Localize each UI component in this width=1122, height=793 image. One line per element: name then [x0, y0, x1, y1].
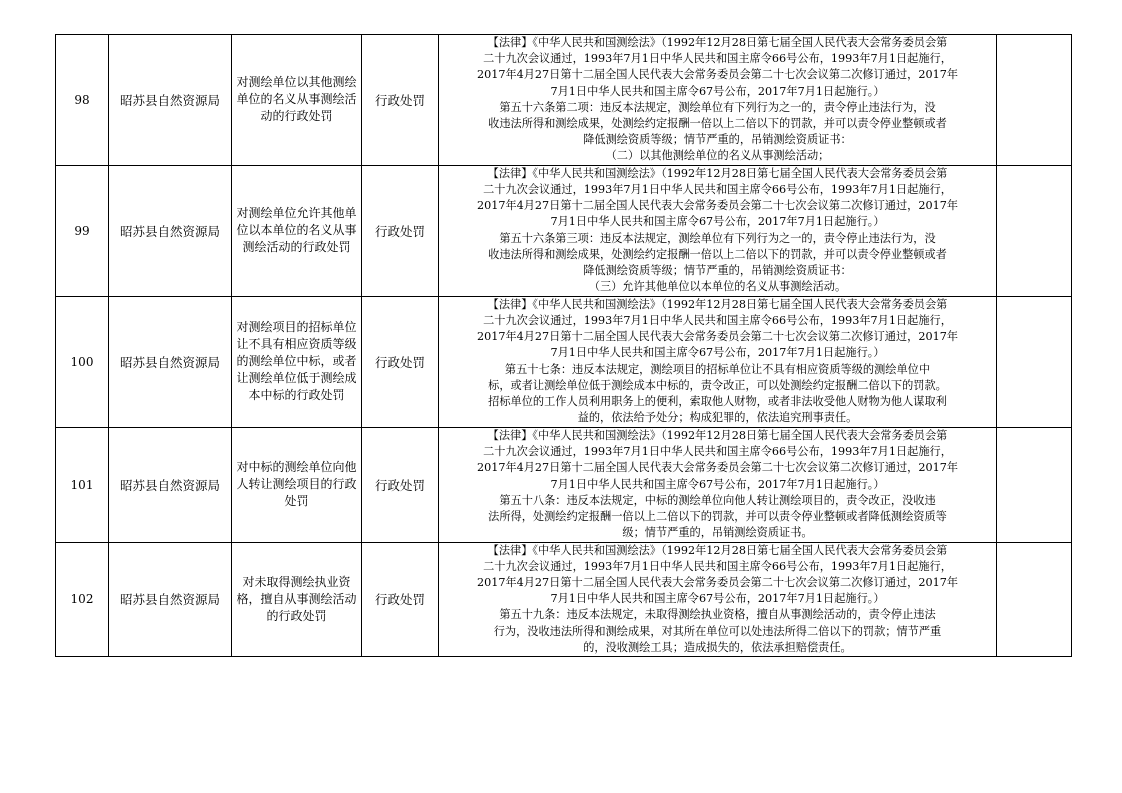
row-number: 99: [56, 165, 109, 296]
penalty-type-cell: 行政处罚: [362, 35, 439, 166]
row-number: 100: [56, 296, 109, 427]
legal-basis-line: （三）允许其他单位以本单位的名义从事测绘活动。: [588, 280, 847, 294]
row-number: 101: [56, 427, 109, 542]
legal-basis-line: 2017年4月27日第十二届全国人民代表大会常务委员会第二十七次会议第二次修订通过，2017年: [476, 576, 959, 590]
legal-basis-line: 【法律】《中华人民共和国测绘法》（1992年12月28日第七届全国人民代表大会常务委员会第: [487, 166, 948, 180]
legal-basis-line: 二十九次会议通过，1993年7月1日中华人民共和国主席令66号公布，1993年7月1日起施行，: [483, 52, 952, 66]
legal-basis-line: 收违法所得和测绘成果，处测绘约定报酬一倍以上二倍以下的罚款，并可以责令停业整顿或者: [488, 247, 947, 261]
penalty-type-cell: 行政处罚: [362, 542, 439, 656]
legal-basis-line: 二十九次会议通过，1993年7月1日中华人民共和国主席令66号公布，1993年7月1日起施行，: [483, 183, 952, 197]
legal-basis-cell: [439, 542, 997, 656]
penalty-item-cell: 对中标的测绘单位向他人转让测绘项目的行政处罚: [232, 427, 362, 542]
row-number: 98: [56, 35, 109, 166]
row-number: 102: [56, 542, 109, 656]
table-row: [56, 427, 1072, 542]
legal-basis-line: 7月1日中华人民共和国主席令67号公布，2017年7月1日起施行。）: [550, 477, 885, 491]
legal-basis-line: 2017年4月27日第十二届全国人民代表大会常务委员会第二十七次会议第二次修订通过，2017年: [476, 199, 959, 213]
penalty-type-cell: 行政处罚: [362, 165, 439, 296]
department-cell: 昭苏县自然资源局: [109, 427, 232, 542]
table-row: [56, 35, 1072, 166]
penalty-item-cell: 对未取得测绘执业资格，擅自从事测绘活动的行政处罚: [232, 542, 362, 656]
legal-basis-line: 第五十七条：违反本法规定，测绘项目的招标单位让不具有相应资质等级的测绘单位中: [504, 362, 931, 376]
penalty-item-cell: 对测绘单位以其他测绘单位的名义从事测绘活动的行政处罚: [232, 35, 362, 166]
department-cell: 昭苏县自然资源局: [109, 542, 232, 656]
remarks-cell: [997, 165, 1072, 296]
legal-basis-line: 二十九次会议通过，1993年7月1日中华人民共和国主席令66号公布，1993年7月1日起施行，: [483, 445, 952, 459]
legal-basis-line: 第五十六条第三项：违反本法规定，测绘单位有下列行为之一的，责令停止违法行为，没: [499, 231, 936, 245]
legal-basis-cell: [439, 296, 997, 427]
remarks-cell: [997, 542, 1072, 656]
table-row: [56, 296, 1072, 427]
legal-basis-line: 降低测绘资质等级；情节严重的，吊销测绘资质证书：: [583, 133, 852, 147]
legal-basis-cell: [439, 35, 997, 166]
remarks-cell: [997, 427, 1072, 542]
legal-basis-line: （二）以其他测绘单位的名义从事测绘活动；: [605, 149, 830, 163]
legal-basis-line: 【法律】《中华人民共和国测绘法》（1992年12月28日第七届全国人民代表大会常务委员会第: [487, 36, 948, 49]
legal-basis-line: 招标单位的工作人员利用职务上的便利，索取他人财物，或者非法收受他人财物为他人谋取利: [488, 395, 947, 409]
legal-basis-line: 7月1日中华人民共和国主席令67号公布，2017年7月1日起施行。）: [550, 215, 885, 229]
legal-basis-line: 【法律】《中华人民共和国测绘法》（1992年12月28日第七届全国人民代表大会常务委员会第: [487, 543, 948, 557]
legal-basis-line: 二十九次会议通过，1993年7月1日中华人民共和国主席令66号公布，1993年7月1日起施行，: [483, 559, 952, 573]
legal-basis-cell: [439, 165, 997, 296]
department-cell: 昭苏县自然资源局: [109, 165, 232, 296]
legal-basis-line: 2017年4月27日第十二届全国人民代表大会常务委员会第二十七次会议第二次修订通过，2017年: [476, 330, 959, 344]
legal-basis-line: 级；情节严重的，吊销测绘资质证书。: [622, 526, 813, 540]
remarks-cell: [997, 296, 1072, 427]
legal-basis-line: 7月1日中华人民共和国主席令67号公布，2017年7月1日起施行。）: [550, 592, 885, 606]
legal-basis-line: 标，或者让测绘单位低于测绘成本中标的，责令改正，可以处测绘约定报酬二倍以下的罚款。: [488, 378, 947, 392]
legal-basis-line: 7月1日中华人民共和国主席令67号公布，2017年7月1日起施行。）: [550, 84, 885, 98]
legal-basis-line: 二十九次会议通过，1993年7月1日中华人民共和国主席令66号公布，1993年7月1日起施行，: [483, 314, 952, 328]
legal-basis-cell: [439, 427, 997, 542]
legal-basis-line: 第五十九条：违反本法规定，未取得测绘执业资格，擅自从事测绘活动的，责令停止违法: [499, 608, 936, 622]
department-cell: 昭苏县自然资源局: [109, 35, 232, 166]
penalty-type-cell: 行政处罚: [362, 427, 439, 542]
table-row: [56, 542, 1072, 656]
legal-basis-line: 2017年4月27日第十二届全国人民代表大会常务委员会第二十七次会议第二次修订通过，2017年: [476, 461, 959, 475]
legal-basis-line: 的，没收测绘工具；造成损失的，依法承担赔偿责任。: [583, 640, 852, 654]
legal-basis-line: 益的，依法给予处分；构成犯罪的，依法追究刑事责任。: [577, 411, 858, 425]
legal-basis-line: 法所得，处测绘约定报酬一倍以上二倍以下的罚款，并可以责令停业整顿或者降低测绘资质等: [488, 509, 947, 523]
table-row: [56, 165, 1072, 296]
penalty-type-cell: 行政处罚: [362, 296, 439, 427]
department-cell: 昭苏县自然资源局: [109, 296, 232, 427]
legal-basis-line: 【法律】《中华人民共和国测绘法》（1992年12月28日第七届全国人民代表大会常务委员会第: [487, 297, 948, 311]
legal-basis-line: 行为，没收违法所得和测绘成果，对其所在单位可以处违法所得二倍以下的罚款；情节严重: [493, 624, 942, 638]
legal-basis-line: 第五十六条第二项：违反本法规定，测绘单位有下列行为之一的，责令停止违法行为，没: [499, 100, 936, 114]
penalty-table: [55, 34, 1072, 657]
legal-basis-line: 收违法所得和测绘成果，处测绘约定报酬一倍以上二倍以下的罚款，并可以责令停业整顿或者: [488, 117, 947, 131]
legal-basis-line: 2017年4月27日第十二届全国人民代表大会常务委员会第二十七次会议第二次修订通过，2017年: [476, 68, 959, 82]
penalty-item-cell: 对测绘项目的招标单位让不具有相应资质等级的测绘单位中标，或者让测绘单位低于测绘成本中标的行政处罚: [232, 296, 362, 427]
legal-basis-line: 7月1日中华人民共和国主席令67号公布，2017年7月1日起施行。）: [550, 346, 885, 360]
remarks-cell: [997, 35, 1072, 166]
legal-basis-line: 第五十八条：违反本法规定，中标的测绘单位向他人转让测绘项目的，责令改正，没收违: [499, 493, 936, 507]
penalty-item-cell: 对测绘单位允许其他单位以本单位的名义从事测绘活动的行政处罚: [232, 165, 362, 296]
legal-basis-line: 降低测绘资质等级；情节严重的，吊销测绘资质证书：: [583, 264, 852, 278]
legal-basis-line: 【法律】《中华人民共和国测绘法》（1992年12月28日第七届全国人民代表大会常务委员会第: [487, 428, 948, 442]
